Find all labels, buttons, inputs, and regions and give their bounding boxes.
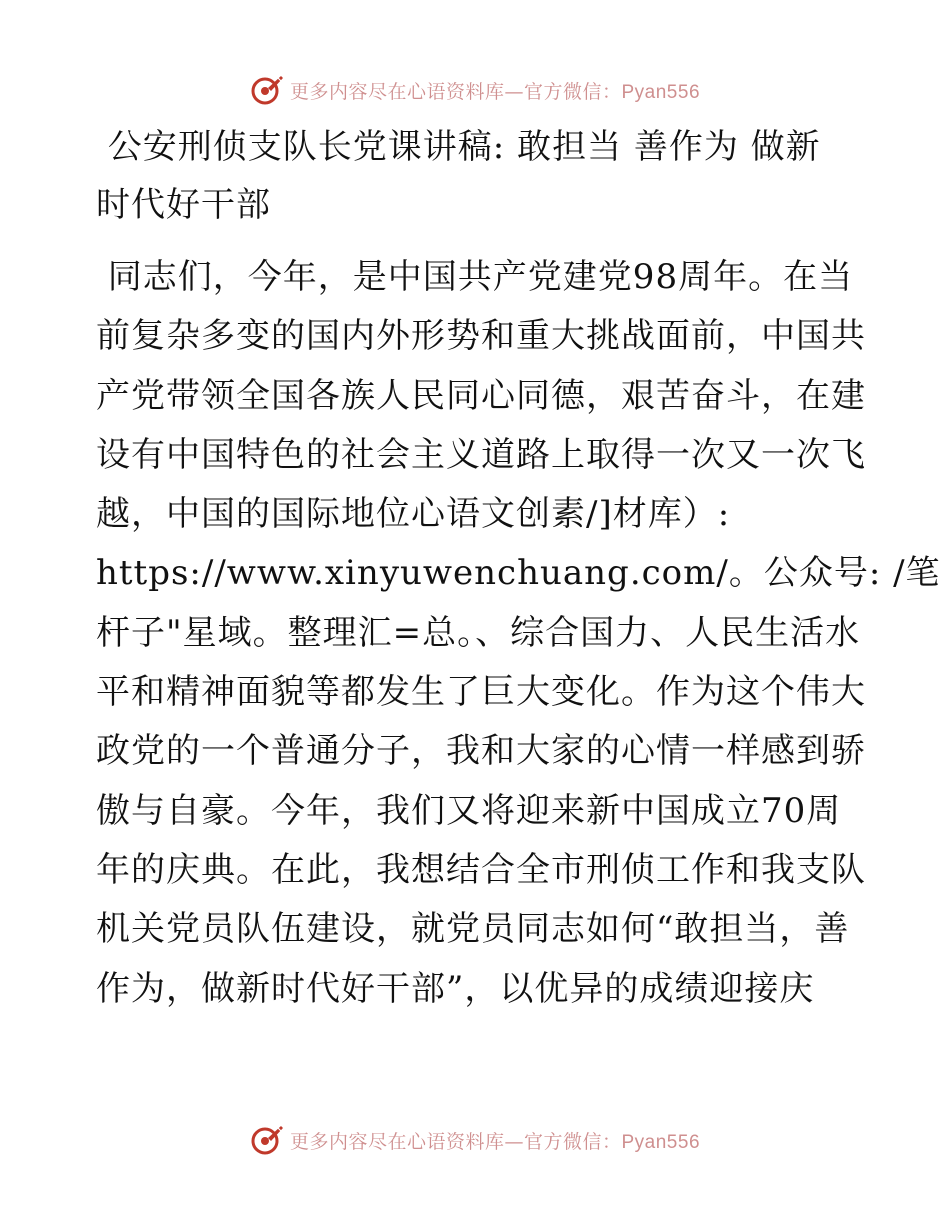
- xinyu-logo-icon: [250, 1123, 284, 1157]
- body-line: 傲与自豪。今年，我们又将迎来新中国成立70周: [96, 790, 842, 831]
- footer-banner-text: [290, 1127, 700, 1154]
- body-line: 前复杂多变的国内外形势和重大挑战面前，中国共: [96, 316, 866, 357]
- document-body: [96, 248, 941, 1019]
- body-line: 越，中国的国际地位心语文创素/]材库）:: [96, 494, 731, 535]
- header-banner-label: 更多内容尽在心语资料库—官方微信：: [289, 80, 622, 103]
- body-line-url: https://www.xinyuwenchuang.com/。公众号: /笔: [96, 553, 941, 594]
- title-line-1: 公安刑侦支队长党课讲稿: 敢担当 善作为 做新: [96, 127, 821, 167]
- document-title: [96, 118, 856, 234]
- xinyu-logo-icon: [250, 73, 284, 107]
- footer-banner-label: 更多内容尽在心语资料库—官方微信：: [289, 1130, 622, 1153]
- body-line: 产党带领全国各族人民同心同德，艰苦奋斗，在建: [96, 375, 866, 416]
- body-line: 作为，做新时代好干部”，以优异的成绩迎接庆: [96, 968, 815, 1009]
- body-line: 机关党员队伍建设，就党员同志如何“敢担当，善: [96, 909, 850, 950]
- body-line: 政党的一个普通分子，我和大家的心情一样感到骄: [96, 731, 866, 772]
- footer-banner-wechat-id: Pyan556: [621, 1131, 701, 1153]
- body-line: 平和精神面貌等都发生了巨大变化。作为这个伟大: [96, 672, 866, 713]
- title-line-2: 时代好干部: [96, 185, 271, 225]
- footer-watermark-banner: [0, 1120, 950, 1160]
- header-banner-wechat-id: Pyan556: [621, 81, 701, 103]
- body-line: 设有中国特色的社会主义道路上取得一次又一次飞: [96, 434, 866, 475]
- body-line: 年的庆典。在此，我想结合全市刑侦工作和我支队: [96, 849, 866, 890]
- body-line: 杆子"星域。整理汇=总。、综合国力、人民生活水: [96, 612, 861, 653]
- header-watermark-banner: [0, 70, 950, 110]
- header-banner-text: [290, 77, 700, 104]
- body-line: 同志们，今年，是中国共产党建党98周年。在当: [96, 257, 854, 297]
